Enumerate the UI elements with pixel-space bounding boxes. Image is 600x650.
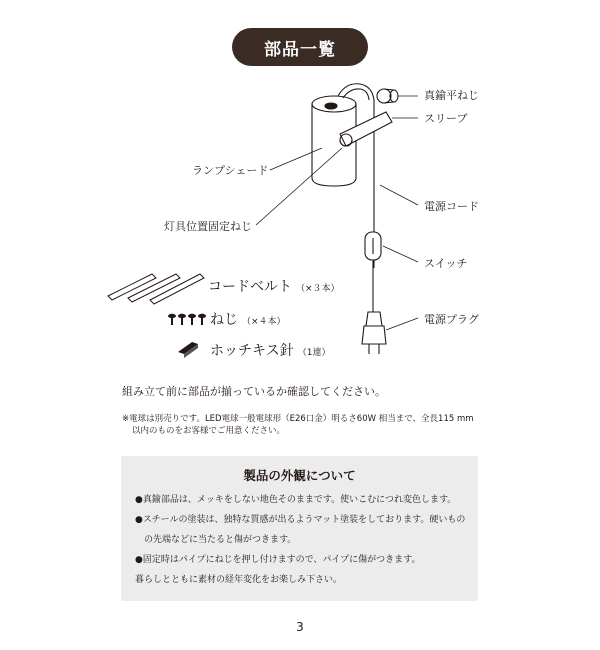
page-number: 3 bbox=[296, 620, 304, 634]
label-cord: 電源コード bbox=[424, 200, 479, 213]
appearance-line: ●スチールの塗装は、独特な質感が出るようマット塗装をしております。硬いもの bbox=[135, 515, 466, 525]
label-sleeve: スリーブ bbox=[424, 112, 468, 125]
accessory-cord-belt: コードベルト （×３本） bbox=[208, 279, 340, 295]
appearance-box bbox=[121, 456, 478, 601]
bulb-note: ※電球は別売りです。LED電球一般電球形（E26口金）明るさ60W 相当まで、全長115 mm 以内のものをお客様でご用意ください。 bbox=[122, 414, 474, 436]
label-shade: ランプシェード bbox=[192, 164, 269, 177]
appearance-line: ●真鍮部品は、メッキをしない地色そのままです。使いこむにつれ変色します。 bbox=[135, 495, 457, 505]
page-title: 部品一覧 bbox=[232, 28, 368, 66]
label-switch: スイッチ bbox=[424, 257, 468, 270]
label-screw-brass: 真鍮平ねじ bbox=[424, 89, 479, 102]
label-fix-screw: 灯具位置固定ねじ bbox=[164, 220, 252, 233]
accessory-screws: ねじ （×４本） bbox=[210, 312, 286, 328]
appearance-line: ●固定時はパイプにねじを押し付けますので、パイプに傷がつきます。 bbox=[135, 555, 421, 565]
intro-text: 組み立て前に部品が揃っているか確認してください。 bbox=[122, 385, 386, 398]
appearance-title: 製品の外観について bbox=[243, 468, 356, 483]
accessory-staples: ホッチキス針 （1連） bbox=[210, 343, 331, 359]
appearance-line: の先端などに当たると傷がつきます。 bbox=[135, 535, 297, 545]
label-plug: 電源プラグ bbox=[424, 313, 479, 326]
appearance-line: 暮らしとともに素材の経年変化をお楽しみ下さい。 bbox=[135, 575, 343, 585]
